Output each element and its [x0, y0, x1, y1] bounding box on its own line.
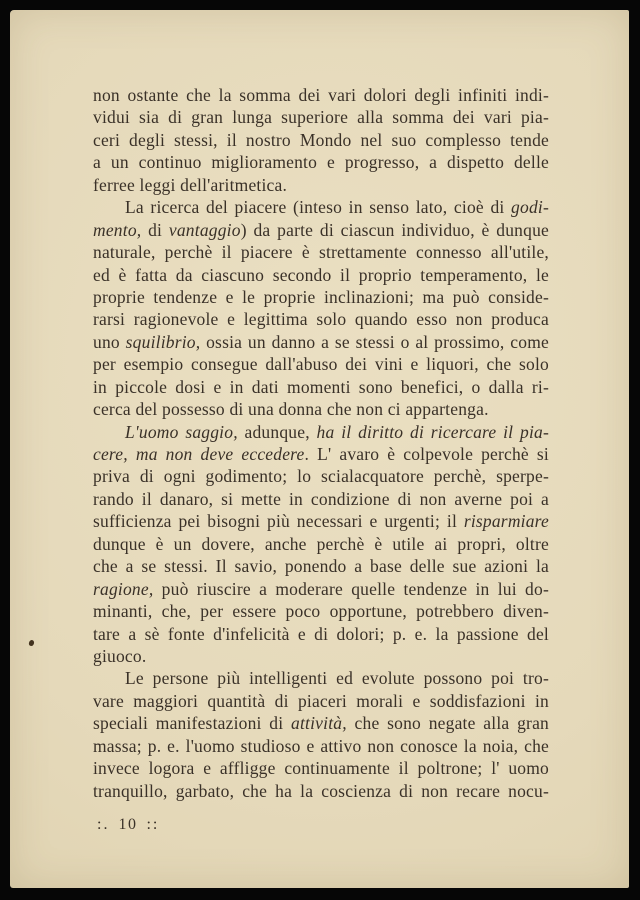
text-line: giuoco.	[93, 645, 147, 666]
page-footer	[97, 816, 159, 834]
text-line: ferree leggi dell'aritmetica.	[93, 174, 288, 195]
text-line: uno squilibrio, ossia un danno a se stessi o al prossimo, come	[93, 331, 549, 352]
text-line: in piccole dosi e in dati momenti sono benefici, o dalla ri-	[93, 376, 549, 397]
text-line: Le persone più intelligenti ed evolute possono poi tro-	[125, 668, 549, 689]
text-line: per esempio consegue dall'abuso dei vini e liquori, che solo	[93, 354, 549, 375]
text-line: tranquillo, garbato, che ha la coscienza di non recare nocu-	[93, 780, 549, 801]
text-line: tare a sè fonte d'infelicità e di dolori; p. e. la passione del	[93, 623, 549, 644]
text-line: mento, di vantaggio) da parte di ciascun individuo, è dunque	[93, 219, 549, 240]
text-line: minanti, che, per essere poco opportune, potrebbero diven-	[93, 601, 549, 622]
text-line: La ricerca del piacere (inteso in senso lato, cioè di godi-	[125, 197, 549, 218]
text-line: ragione, può riuscire a moderare quelle tendenze in lui do-	[93, 578, 549, 599]
text-line: cere, ma non deve eccedere. L' avaro è colpevole perchè si	[93, 444, 549, 464]
text-line: vare maggiori quantità di piaceri morali e soddisfazioni in	[93, 690, 549, 711]
text-line: rarsi ragionevole e legittima solo quando esso non produca	[93, 309, 549, 330]
text-line: sufficienza pei bisogni più necessari e urgenti; il risparmiare	[93, 511, 549, 532]
text-line: vidui sia di gran lunga superiore alla somma dei vari pia-	[93, 107, 549, 128]
book-page	[10, 10, 629, 888]
text-line: speciali manifestazioni di attività, che sono negate alla gran	[93, 713, 549, 734]
ink-speck	[28, 640, 34, 647]
text-line: che a se stessi. Il savio, ponendo a base delle sue azioni la	[93, 556, 549, 577]
page-text	[93, 84, 549, 802]
text-line: a un continuo miglioramento e progresso, a dispetto delle	[93, 152, 549, 173]
text-line: proprie tendenze e le proprie inclinazioni; ma può conside-	[93, 286, 549, 307]
text-line: naturale, perchè il piacere è strettamente connesso all'utile,	[93, 242, 549, 263]
text-line: ed è fatta da ciascuno secondo il proprio temperamento, le	[93, 264, 549, 285]
paragraph	[93, 196, 549, 420]
paragraph	[93, 667, 549, 802]
text-line: massa; p. e. l'uomo studioso e attivo non conosce la noia, che	[93, 735, 549, 756]
text-line: rando il danaro, si mette in condizione di non averne poi a	[93, 488, 549, 509]
page-number: 10	[118, 816, 138, 833]
text-line: L'uomo saggio, adunque, ha il diritto di ricercare il pia-	[125, 421, 549, 442]
paragraph	[93, 84, 549, 196]
text-line: non ostante che la somma dei vari dolori degli infiniti indi-	[93, 85, 549, 105]
text-line: invece logora e affligge continuamente il poltrone; l' uomo	[93, 758, 549, 779]
text-line: priva di ogni godimento; lo scialacquatore perchè, sperpe-	[93, 466, 549, 487]
footer-ornament-right: ::	[146, 816, 160, 833]
text-line: dunque è un dovere, anche perchè è utile ai propri, oltre	[93, 533, 549, 554]
text-line: ceri degli stessi, il nostro Mondo nel suo complesso tende	[93, 129, 549, 150]
paragraph	[93, 421, 549, 668]
footer-ornament-left: :.	[97, 816, 110, 833]
text-line: cerca del possesso di una donna che non ci appartenga.	[93, 399, 489, 420]
